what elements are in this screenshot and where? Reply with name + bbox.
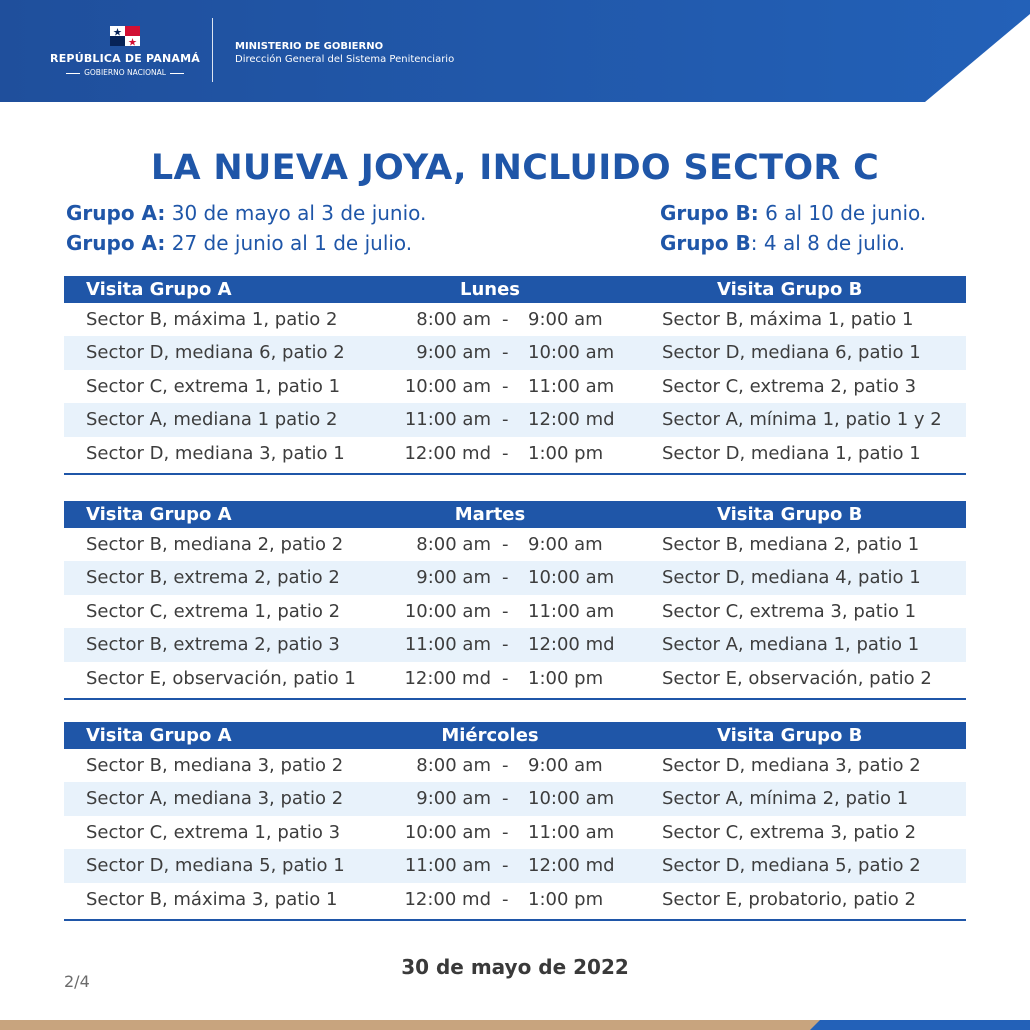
group-b-sector: Sector D, mediana 3, patio 2 [662,755,921,776]
group-a-sector: Sector D, mediana 5, patio 1 [86,855,345,877]
table-bottom-rule [64,473,966,475]
header-group-a: Visita Grupo A [86,279,232,300]
header-group-b: Visita Grupo B [717,504,863,525]
time-separator: - [502,375,509,397]
time-separator: - [502,634,509,656]
time-separator: - [502,409,509,431]
group-a-sector: Sector A, mediana 1 patio 2 [86,409,338,431]
table-row [64,336,966,369]
table-row [64,528,966,561]
table-bottom-rule [64,698,966,700]
table-row [64,628,966,661]
table-row [64,816,966,849]
end-time: 9:00 am [528,534,603,555]
start-time: 9:00 am [416,788,491,810]
table-row [64,849,966,882]
group-a-sector: Sector A, mediana 3, patio 2 [86,788,344,810]
end-time: 11:00 am [528,375,615,397]
table-row [64,782,966,815]
end-time: 1:00 pm [528,442,604,464]
start-time: 10:00 am [404,821,491,843]
group-b-sector: Sector B, mediana 2, patio 1 [662,534,920,555]
start-time: 8:00 am [416,309,491,330]
header-group-a: Visita Grupo A [86,725,232,746]
group-a-sector: Sector D, mediana 3, patio 1 [86,442,345,464]
header-group-b: Visita Grupo B [717,725,863,746]
end-time: 9:00 am [528,309,603,330]
end-time: 1:00 pm [528,667,604,689]
table-row [64,561,966,594]
group-b-sector: Sector D, mediana 4, patio 1 [662,567,921,589]
time-separator: - [502,442,509,464]
table-row [64,303,966,336]
ministry-name: MINISTERIO DE GOBIERNO [235,41,384,52]
time-separator: - [502,600,509,622]
group-a-sector: Sector B, mediana 3, patio 2 [86,755,344,776]
table-row [64,662,966,695]
schedule-table-monday [64,276,966,475]
page-title: LA NUEVA JOYA, INCLUIDO SECTOR C [150,148,880,188]
publication-date: 30 de mayo de 2022 [401,955,629,979]
time-separator: - [502,342,509,364]
end-time: 9:00 am [528,755,603,776]
group-b-sector: Sector A, mínima 2, patio 1 [662,788,909,810]
start-time: 12:00 md [404,888,491,910]
start-time: 10:00 am [404,375,491,397]
directorate-name: Dirección General del Sistema Penitenciario [235,54,455,65]
start-time: 12:00 md [404,442,491,464]
header-group-a: Visita Grupo A [86,504,232,525]
group-a-sector: Sector B, mediana 2, patio 2 [86,534,344,555]
ministry-block [235,41,454,65]
bottom-bar [0,1020,1030,1030]
group-b-sector: Sector A, mínima 1, patio 1 y 2 [662,409,942,431]
group-a-sector: Sector B, extrema 2, patio 2 [86,567,340,589]
panama-flag-icon [110,26,140,46]
country-name: REPÚBLICA DE PANAMÁ [50,52,200,65]
table-row [64,370,966,403]
table-row [64,749,966,782]
start-time: 11:00 am [404,409,491,431]
date-group-a-1: Grupo A: 30 de mayo al 3 de junio. [66,201,427,225]
end-time: 11:00 am [528,821,615,843]
end-time: 12:00 md [528,855,615,877]
header-banner [0,0,1030,102]
time-separator: - [502,788,509,810]
header-group-b: Visita Grupo B [717,279,863,300]
schedule-table-tuesday [64,501,966,700]
end-time: 10:00 am [528,788,615,810]
group-b-sector: Sector D, mediana 5, patio 2 [662,855,921,877]
group-b-sector: Sector A, mediana 1, patio 1 [662,634,920,656]
group-b-sector: Sector E, observación, patio 2 [662,667,932,689]
group-b-sector: Sector C, extrema 3, patio 2 [662,821,917,843]
header-day: Miércoles [441,725,539,746]
end-time: 10:00 am [528,567,615,589]
group-a-sector: Sector B, máxima 1, patio 2 [86,309,338,330]
table-bottom-rule [64,919,966,921]
end-time: 12:00 md [528,634,615,656]
start-time: 10:00 am [404,600,491,622]
table-row [64,403,966,436]
date-group-a-2: Grupo A: 27 de junio al 1 de julio. [66,231,413,255]
government-logo [50,26,200,77]
group-a-sector: Sector C, extrema 1, patio 1 [86,375,341,397]
group-a-sector: Sector C, extrema 1, patio 3 [86,821,341,843]
table-row [64,595,966,628]
date-group-b-2: Grupo B: 4 al 8 de julio. [660,231,906,255]
group-b-sector: Sector D, mediana 1, patio 1 [662,442,921,464]
time-separator: - [502,888,509,910]
table-header [64,501,966,528]
group-a-sector: Sector B, máxima 3, patio 1 [86,888,338,910]
group-a-sector: Sector C, extrema 1, patio 2 [86,600,341,622]
group-b-sector: Sector C, extrema 3, patio 1 [662,600,917,622]
start-time: 9:00 am [416,342,491,364]
table-header [64,722,966,749]
start-time: 11:00 am [404,634,491,656]
table-row [64,883,966,916]
header-divider [212,18,213,82]
start-time: 8:00 am [416,755,491,776]
time-separator: - [502,667,509,689]
start-time: 9:00 am [416,567,491,589]
table-row [64,437,966,470]
start-time: 12:00 md [404,667,491,689]
time-separator: - [502,567,509,589]
group-b-sector: Sector E, probatorio, patio 2 [662,888,916,910]
end-time: 10:00 am [528,342,615,364]
table-header [64,276,966,303]
group-a-sector: Sector B, extrema 2, patio 3 [86,634,340,656]
start-time: 8:00 am [416,534,491,555]
time-separator: - [502,755,509,776]
time-separator: - [502,821,509,843]
end-time: 11:00 am [528,600,615,622]
time-separator: - [502,534,509,555]
time-separator: - [502,855,509,877]
government-subtitle: GOBIERNO NACIONAL [50,68,200,77]
group-a-sector: Sector D, mediana 6, patio 2 [86,342,345,364]
header-day: Lunes [459,279,521,300]
end-time: 1:00 pm [528,888,604,910]
date-group-b-1: Grupo B: 6 al 10 de junio. [660,201,927,225]
start-time: 11:00 am [404,855,491,877]
end-time: 12:00 md [528,409,615,431]
schedule-table-wednesday [64,722,966,921]
time-separator: - [502,309,509,330]
group-b-sector: Sector B, máxima 1, patio 1 [662,309,914,330]
page-number: 2/4 [64,972,90,991]
group-a-sector: Sector E, observación, patio 1 [86,667,356,689]
header-day: Martes [454,504,526,525]
group-b-sector: Sector D, mediana 6, patio 1 [662,342,921,364]
group-b-sector: Sector C, extrema 2, patio 3 [662,375,917,397]
